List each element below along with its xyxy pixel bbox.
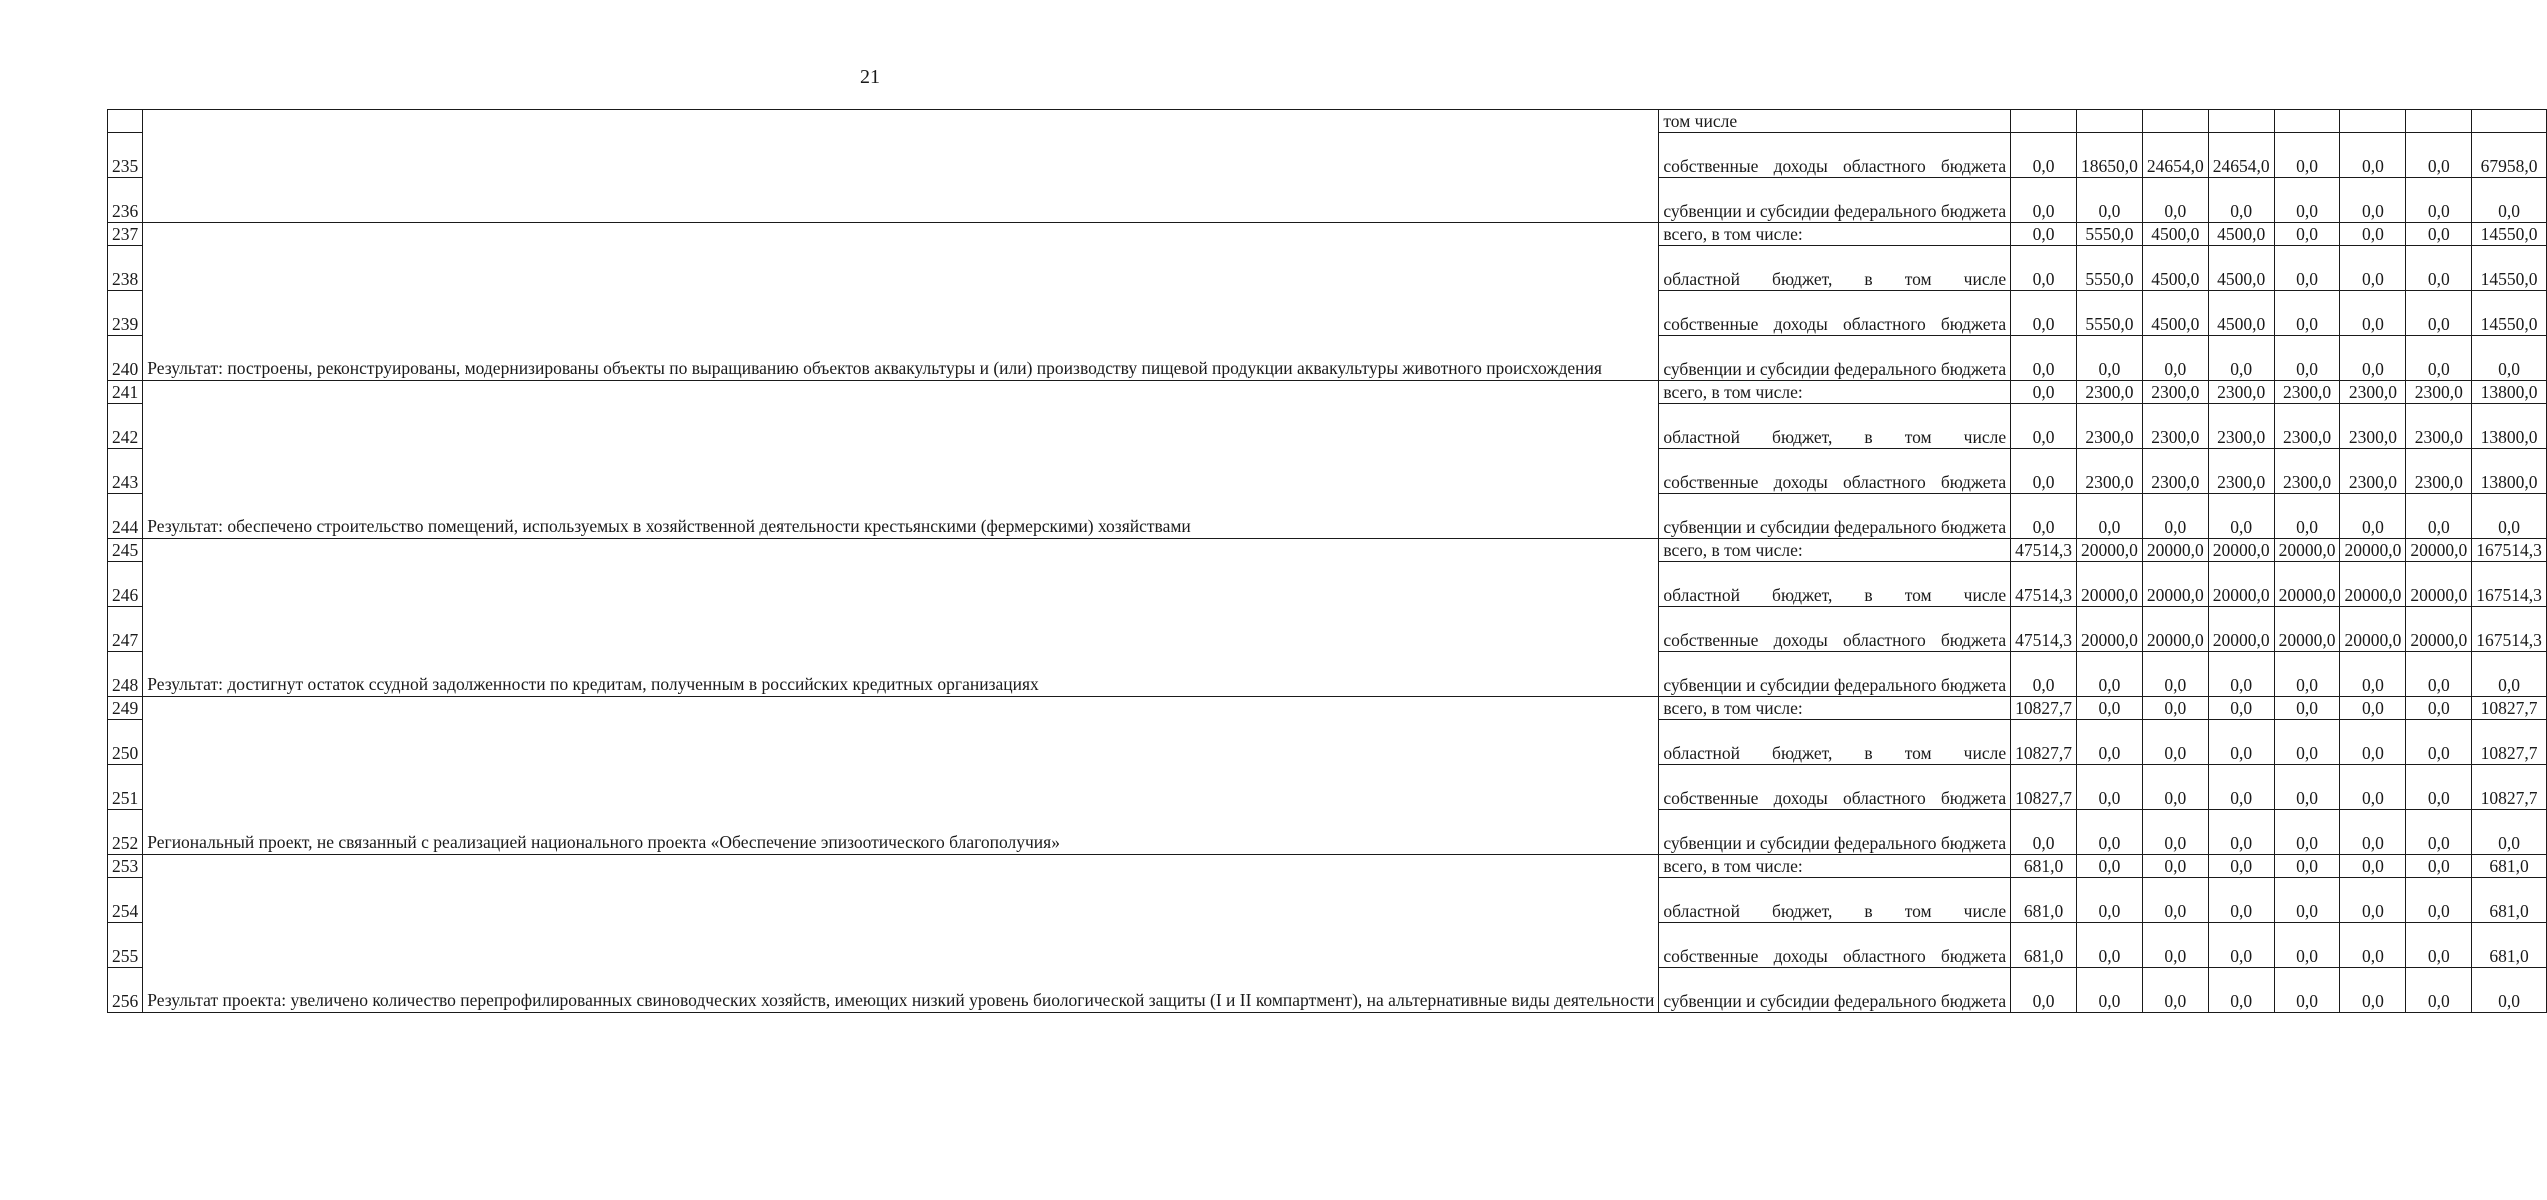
- value-cell: 0,0: [2011, 291, 2077, 336]
- value-cell: 0,0: [2340, 855, 2406, 878]
- value-cell: 0,0: [2142, 878, 2208, 923]
- value-cell: 2300,0: [2142, 381, 2208, 404]
- value-cell: 20000,0: [2208, 562, 2274, 607]
- value-cell: 0,0: [2340, 178, 2406, 223]
- value-cell: 14550,0: [2472, 246, 2547, 291]
- value-cell: 67958,0: [2472, 133, 2547, 178]
- value-cell: 0,0: [2011, 810, 2077, 855]
- value-cell: [2274, 110, 2340, 133]
- value-cell: 2300,0: [2340, 449, 2406, 494]
- result-description: Результат: обеспечено строительство помещений, используемых в хозяйственной деятельности крестьянскими (фермерскими) хозяйствами: [143, 381, 1659, 539]
- value-cell: [2011, 110, 2077, 133]
- result-description: [143, 110, 1659, 223]
- value-cell: 20000,0: [2406, 562, 2472, 607]
- value-cell: 0,0: [2340, 697, 2406, 720]
- value-cell: 0,0: [2208, 923, 2274, 968]
- value-cell: 14550,0: [2472, 223, 2547, 246]
- funding-source: субвенции и субсидии федерального бюджета: [1659, 968, 2011, 1013]
- value-cell: 0,0: [2274, 968, 2340, 1013]
- value-cell: 0,0: [2076, 968, 2142, 1013]
- value-cell: 0,0: [2208, 494, 2274, 539]
- value-cell: 47514,3: [2011, 562, 2077, 607]
- row-number: 239: [108, 291, 143, 336]
- value-cell: 20000,0: [2406, 539, 2472, 562]
- value-cell: 0,0: [2274, 178, 2340, 223]
- value-cell: 5550,0: [2076, 246, 2142, 291]
- value-cell: 0,0: [2406, 223, 2472, 246]
- table-row: [108, 697, 2547, 720]
- value-cell: 0,0: [2340, 223, 2406, 246]
- value-cell: 681,0: [2011, 923, 2077, 968]
- result-description: Результат: достигнут остаток ссудной задолженности по кредитам, полученным в российских кредитных организациях: [143, 539, 1659, 697]
- value-cell: 2300,0: [2208, 404, 2274, 449]
- funding-source: собственные доходы областного бюджета: [1659, 607, 2011, 652]
- value-cell: 20000,0: [2340, 539, 2406, 562]
- value-cell: 0,0: [2274, 246, 2340, 291]
- row-number: 242: [108, 404, 143, 449]
- value-cell: 20000,0: [2076, 562, 2142, 607]
- value-cell: 0,0: [2274, 765, 2340, 810]
- value-cell: 681,0: [2472, 855, 2547, 878]
- funding-source: областной бюджет, в том числе: [1659, 562, 2011, 607]
- value-cell: 0,0: [2011, 968, 2077, 1013]
- value-cell: 0,0: [2274, 923, 2340, 968]
- value-cell: 47514,3: [2011, 607, 2077, 652]
- budget-table: [107, 109, 2547, 1013]
- value-cell: 0,0: [2340, 968, 2406, 1013]
- funding-source: областной бюджет, в том числе: [1659, 246, 2011, 291]
- value-cell: 0,0: [2274, 855, 2340, 878]
- value-cell: [2076, 110, 2142, 133]
- value-cell: 0,0: [2142, 765, 2208, 810]
- value-cell: 0,0: [2011, 652, 2077, 697]
- funding-source: всего, в том числе:: [1659, 381, 2011, 404]
- value-cell: 0,0: [2076, 855, 2142, 878]
- value-cell: 0,0: [2142, 720, 2208, 765]
- value-cell: 0,0: [2340, 720, 2406, 765]
- value-cell: 4500,0: [2208, 291, 2274, 336]
- funding-source: собственные доходы областного бюджета: [1659, 133, 2011, 178]
- row-number: 237: [108, 223, 143, 246]
- funding-source: всего, в том числе:: [1659, 855, 2011, 878]
- value-cell: 10827,7: [2472, 765, 2547, 810]
- value-cell: 2300,0: [2274, 404, 2340, 449]
- value-cell: 0,0: [2472, 494, 2547, 539]
- value-cell: 0,0: [2406, 878, 2472, 923]
- value-cell: 5550,0: [2076, 223, 2142, 246]
- table-row: [108, 223, 2547, 246]
- value-cell: [2208, 110, 2274, 133]
- value-cell: 0,0: [2274, 336, 2340, 381]
- value-cell: 0,0: [2340, 923, 2406, 968]
- table-row: [108, 539, 2547, 562]
- value-cell: 0,0: [2274, 720, 2340, 765]
- value-cell: 2300,0: [2274, 381, 2340, 404]
- value-cell: [2142, 110, 2208, 133]
- row-number: [108, 110, 143, 133]
- value-cell: [2472, 110, 2547, 133]
- funding-source: собственные доходы областного бюджета: [1659, 291, 2011, 336]
- value-cell: 20000,0: [2142, 562, 2208, 607]
- value-cell: 681,0: [2011, 878, 2077, 923]
- value-cell: 24654,0: [2208, 133, 2274, 178]
- value-cell: 0,0: [2011, 449, 2077, 494]
- value-cell: 0,0: [2208, 765, 2274, 810]
- value-cell: 0,0: [2274, 223, 2340, 246]
- value-cell: 0,0: [2011, 336, 2077, 381]
- funding-source: собственные доходы областного бюджета: [1659, 923, 2011, 968]
- value-cell: 0,0: [2142, 855, 2208, 878]
- value-cell: 0,0: [2274, 810, 2340, 855]
- value-cell: 4500,0: [2208, 246, 2274, 291]
- value-cell: 0,0: [2472, 178, 2547, 223]
- value-cell: 0,0: [2340, 336, 2406, 381]
- row-number: 235: [108, 133, 143, 178]
- table-body: [108, 110, 2547, 1013]
- value-cell: 4500,0: [2142, 291, 2208, 336]
- row-number: 240: [108, 336, 143, 381]
- row-number: 247: [108, 607, 143, 652]
- funding-source: собственные доходы областного бюджета: [1659, 449, 2011, 494]
- value-cell: 20000,0: [2142, 607, 2208, 652]
- value-cell: 0,0: [2406, 336, 2472, 381]
- value-cell: 0,0: [2076, 878, 2142, 923]
- value-cell: 20000,0: [2274, 562, 2340, 607]
- value-cell: 20000,0: [2274, 607, 2340, 652]
- value-cell: 0,0: [2011, 246, 2077, 291]
- row-number: 255: [108, 923, 143, 968]
- value-cell: 0,0: [2340, 133, 2406, 178]
- value-cell: 0,0: [2011, 133, 2077, 178]
- value-cell: 0,0: [2274, 878, 2340, 923]
- value-cell: 0,0: [2076, 720, 2142, 765]
- funding-source: субвенции и субсидии федерального бюджета: [1659, 494, 2011, 539]
- value-cell: 0,0: [2142, 494, 2208, 539]
- value-cell: 0,0: [2340, 246, 2406, 291]
- value-cell: 0,0: [2472, 336, 2547, 381]
- value-cell: 0,0: [2406, 968, 2472, 1013]
- funding-source: всего, в том числе:: [1659, 697, 2011, 720]
- value-cell: 0,0: [2011, 381, 2077, 404]
- value-cell: 681,0: [2472, 923, 2547, 968]
- value-cell: 20000,0: [2406, 607, 2472, 652]
- value-cell: 2300,0: [2340, 404, 2406, 449]
- value-cell: 0,0: [2208, 968, 2274, 1013]
- row-number: 254: [108, 878, 143, 923]
- value-cell: 20000,0: [2208, 607, 2274, 652]
- page-number: 21: [860, 66, 880, 88]
- value-cell: 10827,7: [2011, 697, 2077, 720]
- value-cell: 0,0: [2208, 855, 2274, 878]
- result-description: Результат: построены, реконструированы, модернизированы объекты по выращиванию объектов аквакультуры и (или) производству пищевой продукции аквакультуры животного происхождения: [143, 223, 1659, 381]
- value-cell: 681,0: [2472, 878, 2547, 923]
- row-number: 248: [108, 652, 143, 697]
- table-row: [108, 381, 2547, 404]
- value-cell: 4500,0: [2142, 223, 2208, 246]
- value-cell: 0,0: [2076, 652, 2142, 697]
- value-cell: 0,0: [2208, 336, 2274, 381]
- value-cell: 0,0: [2011, 178, 2077, 223]
- row-number: 251: [108, 765, 143, 810]
- value-cell: 20000,0: [2208, 539, 2274, 562]
- row-number: 250: [108, 720, 143, 765]
- value-cell: 2300,0: [2274, 449, 2340, 494]
- value-cell: [2406, 110, 2472, 133]
- funding-source: областной бюджет, в том числе: [1659, 404, 2011, 449]
- funding-source: всего, в том числе:: [1659, 223, 2011, 246]
- value-cell: 0,0: [2142, 810, 2208, 855]
- value-cell: 0,0: [2076, 810, 2142, 855]
- value-cell: 0,0: [2340, 291, 2406, 336]
- value-cell: 2300,0: [2076, 381, 2142, 404]
- value-cell: 2300,0: [2076, 449, 2142, 494]
- value-cell: 20000,0: [2142, 539, 2208, 562]
- value-cell: 0,0: [2076, 494, 2142, 539]
- value-cell: 0,0: [2472, 652, 2547, 697]
- value-cell: 2300,0: [2208, 449, 2274, 494]
- value-cell: 0,0: [2472, 968, 2547, 1013]
- row-number: 256: [108, 968, 143, 1013]
- value-cell: 0,0: [2406, 246, 2472, 291]
- funding-source: субвенции и субсидии федерального бюджета: [1659, 652, 2011, 697]
- value-cell: 167514,3: [2472, 562, 2547, 607]
- value-cell: 0,0: [2406, 810, 2472, 855]
- value-cell: 2300,0: [2406, 381, 2472, 404]
- value-cell: 0,0: [2208, 178, 2274, 223]
- value-cell: 0,0: [2142, 178, 2208, 223]
- value-cell: 681,0: [2011, 855, 2077, 878]
- row-number: 246: [108, 562, 143, 607]
- value-cell: 2300,0: [2406, 449, 2472, 494]
- table-row: [108, 110, 2547, 133]
- table-row: [108, 855, 2547, 878]
- funding-source: субвенции и субсидии федерального бюджета: [1659, 178, 2011, 223]
- value-cell: [2340, 110, 2406, 133]
- value-cell: 5550,0: [2076, 291, 2142, 336]
- row-number: 236: [108, 178, 143, 223]
- value-cell: 18650,0: [2076, 133, 2142, 178]
- value-cell: 4500,0: [2208, 223, 2274, 246]
- funding-source: том числе: [1659, 110, 2011, 133]
- value-cell: 24654,0: [2142, 133, 2208, 178]
- value-cell: 0,0: [2076, 178, 2142, 223]
- funding-source: субвенции и субсидии федерального бюджета: [1659, 810, 2011, 855]
- value-cell: 0,0: [2208, 810, 2274, 855]
- value-cell: 0,0: [2208, 697, 2274, 720]
- value-cell: 47514,3: [2011, 539, 2077, 562]
- value-cell: 167514,3: [2472, 607, 2547, 652]
- value-cell: 0,0: [2011, 494, 2077, 539]
- value-cell: 0,0: [2142, 923, 2208, 968]
- value-cell: 13800,0: [2472, 449, 2547, 494]
- value-cell: 0,0: [2406, 720, 2472, 765]
- value-cell: 20000,0: [2076, 539, 2142, 562]
- value-cell: 0,0: [2142, 697, 2208, 720]
- value-cell: 10827,7: [2472, 697, 2547, 720]
- row-number: 244: [108, 494, 143, 539]
- value-cell: 0,0: [2274, 652, 2340, 697]
- value-cell: 13800,0: [2472, 381, 2547, 404]
- row-number: 241: [108, 381, 143, 404]
- row-number: 252: [108, 810, 143, 855]
- value-cell: 0,0: [2406, 855, 2472, 878]
- value-cell: 2300,0: [2076, 404, 2142, 449]
- value-cell: 0,0: [2076, 765, 2142, 810]
- value-cell: 0,0: [2076, 923, 2142, 968]
- value-cell: 0,0: [2406, 923, 2472, 968]
- value-cell: 0,0: [2340, 878, 2406, 923]
- value-cell: 0,0: [2208, 878, 2274, 923]
- value-cell: 2300,0: [2142, 449, 2208, 494]
- value-cell: 0,0: [2274, 697, 2340, 720]
- row-number: 249: [108, 697, 143, 720]
- row-number: 238: [108, 246, 143, 291]
- value-cell: 20000,0: [2340, 607, 2406, 652]
- value-cell: 0,0: [2406, 652, 2472, 697]
- value-cell: 0,0: [2076, 697, 2142, 720]
- value-cell: 0,0: [2011, 404, 2077, 449]
- value-cell: 20000,0: [2274, 539, 2340, 562]
- value-cell: 0,0: [2142, 652, 2208, 697]
- value-cell: 0,0: [2406, 765, 2472, 810]
- funding-source: всего, в том числе:: [1659, 539, 2011, 562]
- value-cell: 14550,0: [2472, 291, 2547, 336]
- result-description: Результат проекта: увеличено количество перепрофилированных свиноводческих хозяйств, имеющих низкий уровень биологической защиты (I и II компартмент), на альтернативные виды деятельности: [143, 855, 1659, 1013]
- value-cell: 10827,7: [2011, 765, 2077, 810]
- value-cell: 0,0: [2274, 133, 2340, 178]
- funding-source: собственные доходы областного бюджета: [1659, 765, 2011, 810]
- value-cell: 0,0: [2406, 178, 2472, 223]
- value-cell: 2300,0: [2142, 404, 2208, 449]
- value-cell: 0,0: [2142, 336, 2208, 381]
- value-cell: 0,0: [2208, 652, 2274, 697]
- value-cell: 2300,0: [2208, 381, 2274, 404]
- funding-source: областной бюджет, в том числе: [1659, 720, 2011, 765]
- value-cell: 0,0: [2340, 810, 2406, 855]
- value-cell: 0,0: [2406, 494, 2472, 539]
- value-cell: 0,0: [2208, 720, 2274, 765]
- value-cell: 2300,0: [2340, 381, 2406, 404]
- funding-source: субвенции и субсидии федерального бюджета: [1659, 336, 2011, 381]
- value-cell: 4500,0: [2142, 246, 2208, 291]
- value-cell: 0,0: [2340, 765, 2406, 810]
- value-cell: 20000,0: [2340, 562, 2406, 607]
- value-cell: 0,0: [2406, 697, 2472, 720]
- row-number: 243: [108, 449, 143, 494]
- result-description: Региональный проект, не связанный с реализацией национального проекта «Обеспечение эпизоотического благополучия»: [143, 697, 1659, 855]
- row-number: 245: [108, 539, 143, 562]
- value-cell: 0,0: [2142, 968, 2208, 1013]
- value-cell: 0,0: [2274, 494, 2340, 539]
- value-cell: 10827,7: [2472, 720, 2547, 765]
- value-cell: 13800,0: [2472, 404, 2547, 449]
- value-cell: 2300,0: [2406, 404, 2472, 449]
- value-cell: 20000,0: [2076, 607, 2142, 652]
- value-cell: 0,0: [2406, 291, 2472, 336]
- value-cell: 0,0: [2076, 336, 2142, 381]
- funding-source: областной бюджет, в том числе: [1659, 878, 2011, 923]
- value-cell: 0,0: [2472, 810, 2547, 855]
- value-cell: 167514,3: [2472, 539, 2547, 562]
- value-cell: 10827,7: [2011, 720, 2077, 765]
- value-cell: 0,0: [2340, 652, 2406, 697]
- value-cell: 0,0: [2340, 494, 2406, 539]
- row-number: 253: [108, 855, 143, 878]
- value-cell: 0,0: [2011, 223, 2077, 246]
- value-cell: 0,0: [2274, 291, 2340, 336]
- value-cell: 0,0: [2406, 133, 2472, 178]
